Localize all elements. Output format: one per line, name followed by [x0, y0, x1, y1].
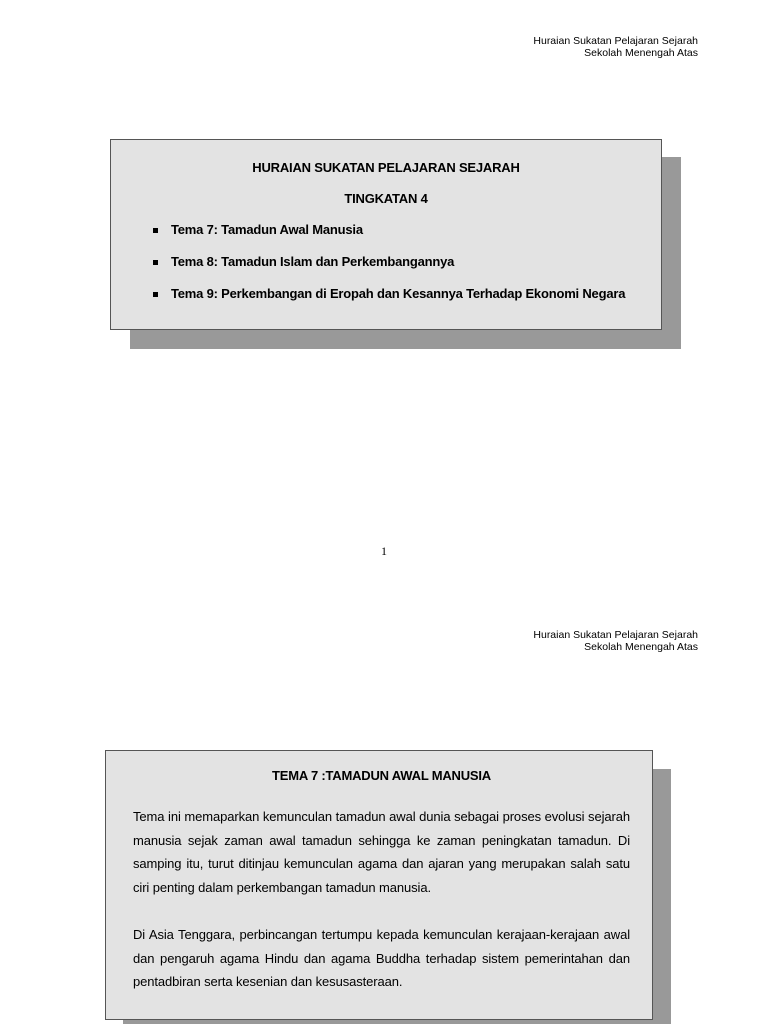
page1-subtitle: TINGKATAN 4: [344, 191, 428, 206]
page2-content-box: [105, 750, 653, 1020]
header-line-1: Huraian Sukatan Pelajaran Sejarah: [533, 629, 698, 641]
page-number: 1: [381, 544, 387, 558]
page1-title: HURAIAN SUKATAN PELAJARAN SEJARAH: [252, 160, 520, 175]
theme-item: Tema 7: Tamadun Awal Manusia: [111, 222, 631, 238]
theme-item: Tema 9: Perkembangan di Eropah dan Kesannya Terhadap Ekonomi Negara: [111, 286, 631, 302]
header-line-2: Sekolah Menengah Atas: [584, 641, 698, 653]
page1-title-box: [110, 139, 662, 330]
page1-header: [533, 35, 698, 59]
paragraph: Tema ini memaparkan kemunculan tamadun awal dunia sebagai proses evolusi sejarah manusia sejak zaman awal tamadun sehingga ke zaman peningkatan tamadun. Di samping itu, turut ditinjau kemunculan agama dan ajaran yang merupakan salah satu ciri penting dalam perkembangan tamadun manusia.: [133, 809, 630, 895]
header-line-2: Sekolah Menengah Atas: [584, 47, 698, 59]
theme-list: [111, 222, 661, 302]
page2-header: [533, 629, 698, 653]
header-line-1: Huraian Sukatan Pelajaran Sejarah: [533, 35, 698, 47]
theme-item: Tema 8: Tamadun Islam dan Perkembangannya: [111, 254, 631, 270]
paragraph: Di Asia Tenggara, perbincangan tertumpu kepada kemunculan kerajaan-kerajaan awal dan pengaruh agama Hindu dan agama Buddha terhadap sistem pemerintahan dan pentadbiran serta kesenian dan kesusasteraan.: [133, 927, 630, 989]
page2-title: TEMA 7 :TAMADUN AWAL MANUSIA: [272, 768, 491, 783]
